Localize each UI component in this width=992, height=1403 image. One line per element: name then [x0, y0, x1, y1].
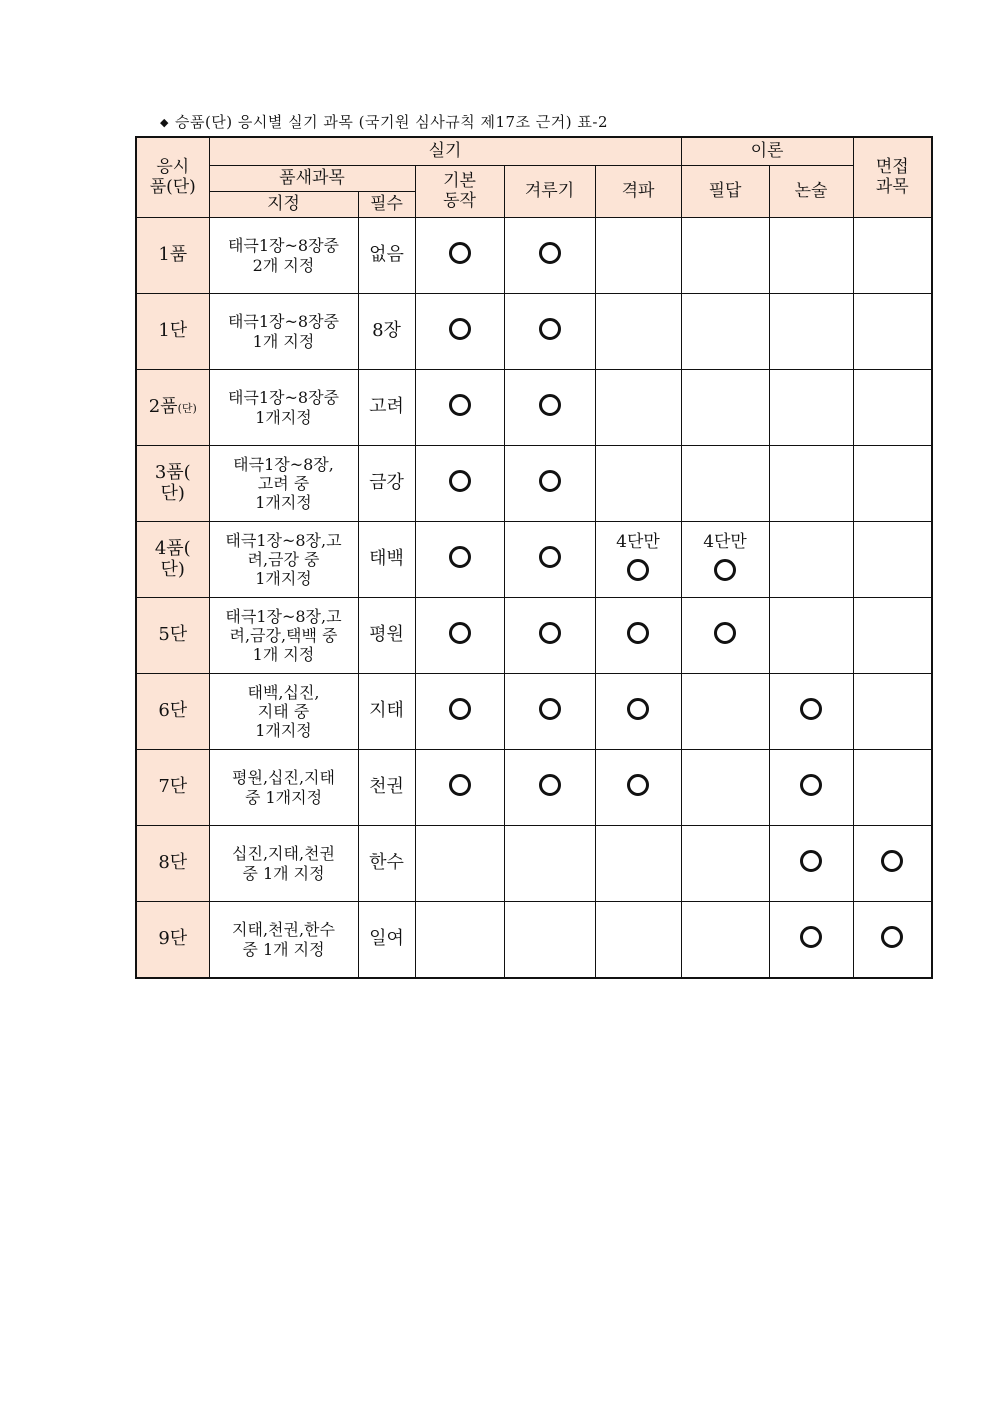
header-designated: 지정 [209, 192, 358, 218]
circle-mark-icon [539, 774, 561, 796]
breaking-cell [595, 294, 681, 370]
circle-mark-icon [449, 470, 471, 492]
poomsae-cell: 태극1장~8장중 2개 지정 [209, 218, 358, 294]
rank-cell [136, 826, 209, 902]
required-poomsae-cell: 8장 [358, 294, 415, 370]
circle-mark-icon [800, 698, 822, 720]
essay-cell [769, 294, 853, 370]
written-cell [681, 522, 769, 598]
breaking-cell [595, 598, 681, 674]
rank-label: 8단 [158, 852, 188, 874]
basic-cell [415, 294, 504, 370]
breaking-cell [595, 826, 681, 902]
rank-label: 2품 [148, 396, 178, 418]
essay-cell [769, 750, 853, 826]
basic-cell [415, 522, 504, 598]
rank-cell [136, 750, 209, 826]
rank-cell [136, 446, 209, 522]
rank-cell [136, 294, 209, 370]
circle-mark-icon [449, 774, 471, 796]
sparring-cell [504, 674, 595, 750]
poomsae-cell: 태극1장~8장중 1개지정 [209, 370, 358, 446]
rank-cell [136, 218, 209, 294]
required-poomsae-cell: 없음 [358, 218, 415, 294]
header-poomsae-group: 품새과목 [209, 166, 415, 192]
sparring-cell [504, 598, 595, 674]
rank-label: 9단 [158, 928, 188, 950]
basic-cell [415, 218, 504, 294]
interview-cell [853, 294, 932, 370]
sparring-cell [504, 826, 595, 902]
circle-mark-icon [449, 546, 471, 568]
circle-mark-icon [539, 622, 561, 644]
required-poomsae-cell: 금강 [358, 446, 415, 522]
basic-cell [415, 674, 504, 750]
basic-cell [415, 598, 504, 674]
poomsae-cell: 태극1장~8장, 고려 중 1개지정 [209, 446, 358, 522]
header-written: 필답 [681, 166, 769, 218]
essay-cell [769, 370, 853, 446]
circle-mark-icon [449, 318, 471, 340]
interview-cell [853, 218, 932, 294]
written-cell [681, 902, 769, 979]
interview-cell [853, 598, 932, 674]
sparring-cell [504, 294, 595, 370]
circle-mark-icon [714, 622, 736, 644]
breaking-cell [595, 446, 681, 522]
circle-mark-icon [627, 622, 649, 644]
rank-label: 5단 [158, 624, 188, 646]
breaking-cell [595, 370, 681, 446]
basic-cell [415, 902, 504, 979]
poomsae-cell: 태극1장~8장,고 려,금강 중 1개지정 [209, 522, 358, 598]
rank-label: 1단 [158, 320, 188, 342]
circle-mark-icon [539, 698, 561, 720]
essay-cell [769, 902, 853, 979]
caption-text: 승품(단) 응시별 실기 과목 (국기원 심사규칙 제17조 근거) 표-2 [174, 113, 609, 131]
basic-cell [415, 826, 504, 902]
rank-label: 7단 [158, 776, 188, 798]
required-poomsae-cell: 일여 [358, 902, 415, 979]
sparring-cell [504, 902, 595, 979]
basic-cell [415, 370, 504, 446]
circle-mark-icon [627, 698, 649, 720]
required-poomsae-cell: 태백 [358, 522, 415, 598]
interview-cell [853, 826, 932, 902]
diamond-bullet-icon: ◆ [160, 116, 169, 129]
table-row [136, 674, 932, 750]
sparring-cell [504, 522, 595, 598]
required-poomsae-cell: 고려 [358, 370, 415, 446]
rank-label: 4품( 단) [154, 537, 191, 580]
circle-mark-icon [627, 774, 649, 796]
header-breaking: 격파 [595, 166, 681, 218]
sparring-cell [504, 370, 595, 446]
rank-label: 3품( 단) [154, 461, 191, 504]
written-cell [681, 370, 769, 446]
circle-mark-icon [714, 559, 736, 581]
sparring-cell [504, 750, 595, 826]
poomsae-cell: 평원,십진,지태 중 1개지정 [209, 750, 358, 826]
basic-cell [415, 750, 504, 826]
written-cell [681, 446, 769, 522]
sparring-cell [504, 446, 595, 522]
circle-mark-icon [449, 394, 471, 416]
circle-mark-icon [800, 774, 822, 796]
header-practical: 실기 [209, 137, 681, 166]
circle-mark-icon [539, 546, 561, 568]
header-basic: 기본 동작 [415, 166, 504, 218]
rank-suffix: (단) [177, 402, 197, 416]
circle-mark-icon [881, 850, 903, 872]
header-required: 필수 [358, 192, 415, 218]
table-row [136, 522, 932, 598]
circle-mark-icon [539, 394, 561, 416]
header-sparring: 겨루기 [504, 166, 595, 218]
table-row [136, 826, 932, 902]
poomsae-cell: 십진,지태,천권 중 1개 지정 [209, 826, 358, 902]
basic-cell [415, 446, 504, 522]
circle-mark-icon [449, 242, 471, 264]
essay-cell [769, 218, 853, 294]
condition-note: 4단만 [616, 531, 660, 552]
rank-cell [136, 370, 209, 446]
poomsae-cell: 지태,천권,한수 중 1개 지정 [209, 902, 358, 979]
written-cell [681, 826, 769, 902]
circle-mark-icon [539, 318, 561, 340]
poomsae-cell: 태극1장~8장중 1개 지정 [209, 294, 358, 370]
interview-cell [853, 370, 932, 446]
essay-cell [769, 446, 853, 522]
interview-cell [853, 522, 932, 598]
breaking-cell [595, 902, 681, 979]
rank-cell [136, 674, 209, 750]
circle-mark-icon [449, 698, 471, 720]
essay-cell [769, 522, 853, 598]
condition-note: 4단만 [703, 531, 747, 552]
header-rank: 응시 품(단) [136, 137, 209, 218]
interview-cell [853, 902, 932, 979]
header-interview: 면접 과목 [853, 137, 932, 218]
table-row [136, 598, 932, 674]
table-row [136, 218, 932, 294]
interview-cell [853, 446, 932, 522]
table-row [136, 294, 932, 370]
essay-cell [769, 826, 853, 902]
breaking-cell [595, 522, 681, 598]
essay-cell [769, 598, 853, 674]
interview-cell [853, 750, 932, 826]
written-cell [681, 674, 769, 750]
required-poomsae-cell: 지태 [358, 674, 415, 750]
written-cell [681, 750, 769, 826]
essay-cell [769, 674, 853, 750]
table-row [136, 446, 932, 522]
rank-cell [136, 522, 209, 598]
interview-cell [853, 674, 932, 750]
table-row [136, 902, 932, 979]
poomsae-cell: 태극1장~8장,고 려,금강,택백 중 1개 지정 [209, 598, 358, 674]
poomsae-cell: 태백,십진, 지태 중 1개지정 [209, 674, 358, 750]
written-cell [681, 218, 769, 294]
breaking-cell [595, 750, 681, 826]
rank-cell [136, 598, 209, 674]
circle-mark-icon [800, 926, 822, 948]
required-poomsae-cell: 천권 [358, 750, 415, 826]
required-poomsae-cell: 평원 [358, 598, 415, 674]
table-caption [160, 111, 608, 132]
circle-mark-icon [539, 470, 561, 492]
written-cell [681, 294, 769, 370]
sparring-cell [504, 218, 595, 294]
circle-mark-icon [800, 850, 822, 872]
circle-mark-icon [881, 926, 903, 948]
rank-label: 6단 [158, 700, 188, 722]
circle-mark-icon [627, 559, 649, 581]
table-row [136, 370, 932, 446]
circle-mark-icon [539, 242, 561, 264]
rank-label: 1품 [158, 244, 188, 266]
rank-cell [136, 902, 209, 979]
breaking-cell [595, 218, 681, 294]
header-theory: 이론 [681, 137, 853, 166]
required-poomsae-cell: 한수 [358, 826, 415, 902]
header-essay: 논술 [769, 166, 853, 218]
breaking-cell [595, 674, 681, 750]
circle-mark-icon [449, 622, 471, 644]
table-row [136, 750, 932, 826]
exam-subjects-table [135, 136, 933, 979]
written-cell [681, 598, 769, 674]
